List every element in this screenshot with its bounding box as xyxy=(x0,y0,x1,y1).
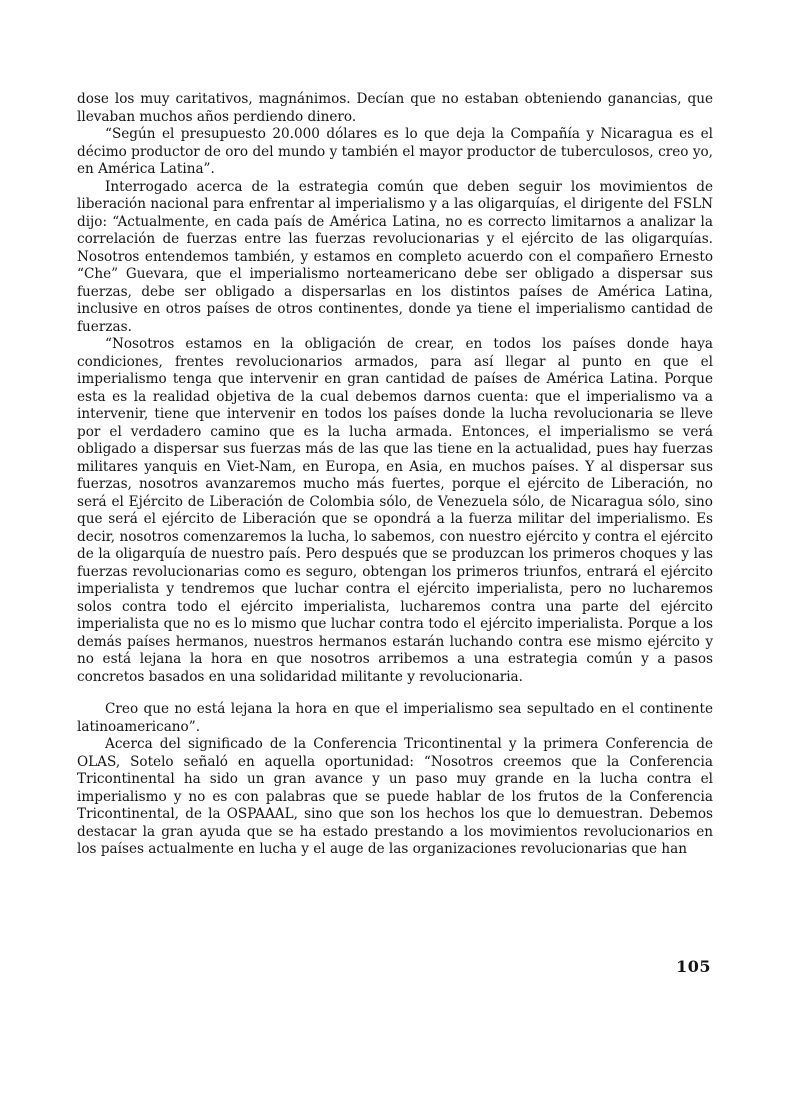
paragraph-3: Interrogado acerca de la estrategia común que deben seguir los movimientos de liberación nacional para enfrentar al imperialismo y a las oligarquías, el dirigente del FSLN dijo: “Actualmente, en cada país de América Latina, no es correcto limitarnos a analizar la correlación de fuerzas entre las fuerzas revolucionarias y el ejército de las oligarquías. Nosotros entendemos también, y estamos en completo acuerdo con el compañero Ernesto “Che” Guevara, que el imperialismo norteamericano debe ser obligado a dispersar sus fuerzas, debe ser obligado a dispersarlas en los distintos países de América Latina, inclusive en otros países de otros continentes, donde ya tiene el imperialismo cantidad de fuerzas. xyxy=(77,178,713,335)
paragraph-1: dose los muy caritativos, magnánimos. Decían que no estaban obteniendo ganancias, que llevaban muchos años perdiendo dinero. xyxy=(77,91,713,125)
paragraph-6: Acerca del significado de la Conferencia Tricontinental y la primera Conferencia de OLAS, Sotelo señaló en aquella oportunidad: “Nosotros creemos que la Conferencia Tricontinental ha sido un gran avance y un paso muy grande en la lucha contra el imperialismo y no es con palabras que se puede hablar de los frutos de la Conferencia Tricontinental, de la OSPAAAL, sino que son los hechos los que lo demuestran. Debemos destacar la gran ayuda que se ha estado prestando a los movimientos revolucionarios en los países actualmente en lucha y el auge de las organizaciones revolucionarias que han xyxy=(77,736,713,857)
page-number: 105 xyxy=(676,957,711,976)
paragraph-2: “Según el presupuesto 20.000 dólares es lo que deja la Compañía y Nicaragua es el décimo productor de oro del mundo y también el mayor productor de tuberculosos, creo yo, en América Latina”. xyxy=(77,126,713,177)
paragraph-4: “Nosotros estamos en la obligación de crear, en todos los países donde haya condiciones, frentes revolucionarios armados, para así llegar al punto en que el imperialismo tenga que intervenir en gran cantidad de países de América Latina. Porque esta es la realidad objetiva de la cual debemos darnos cuenta: que el imperialismo va a intervenir, tiene que intervenir en todos los países donde la lucha revolucionaria se lleve por el verdadero camino que es la lucha armada. Entonces, el imperialismo se verá obligado a dispersar sus fuerzas más de las que las tiene en la actualidad, pues hay fuerzas militares yanquis en Viet-Nam, en Europa, en Asia, en muchos países. Y al dispersar sus fuerzas, nosotros avanzaremos mucho más fuertes, porque el ejército de Liberación, no será el Ejército de Liberación de Colombia sólo, de Venezuela sólo, de Nicaragua sólo, sino que será el ejército de Liberación que se opondrá a la fuerza militar del imperialismo. Es decir, nosotros comenzaremos la lucha, lo sabemos, con nuestro ejército y contra el ejército de la oligarquía de nuestro país. Pero después que se produzcan los primeros choques y las fuerzas revolucionarias como es seguro, obtengan los primeros triunfos, entrará el ejército imperialista y tendremos que luchar contra el ejército imperialista, pero no lucharemos solos contra todo el ejército imperialista, lucharemos contra una parte del ejército imperialista que no es lo mismo que luchar contra todo el ejército imperialista. Porque a los demás países hermanos, nuestros hermanos estarán luchando contra ese mismo ejército y no está lejana la hora en que nosotros arribemos a una estrategia común y a pasos concretos basados en una solidaridad militante y revolucionaria. xyxy=(77,336,713,685)
body-text xyxy=(77,91,713,859)
paragraph-5: Creo que no está lejana la hora en que el imperialismo sea sepultado en el continente latinoamericano”. xyxy=(77,701,713,735)
paragraph-spacer xyxy=(77,686,713,701)
